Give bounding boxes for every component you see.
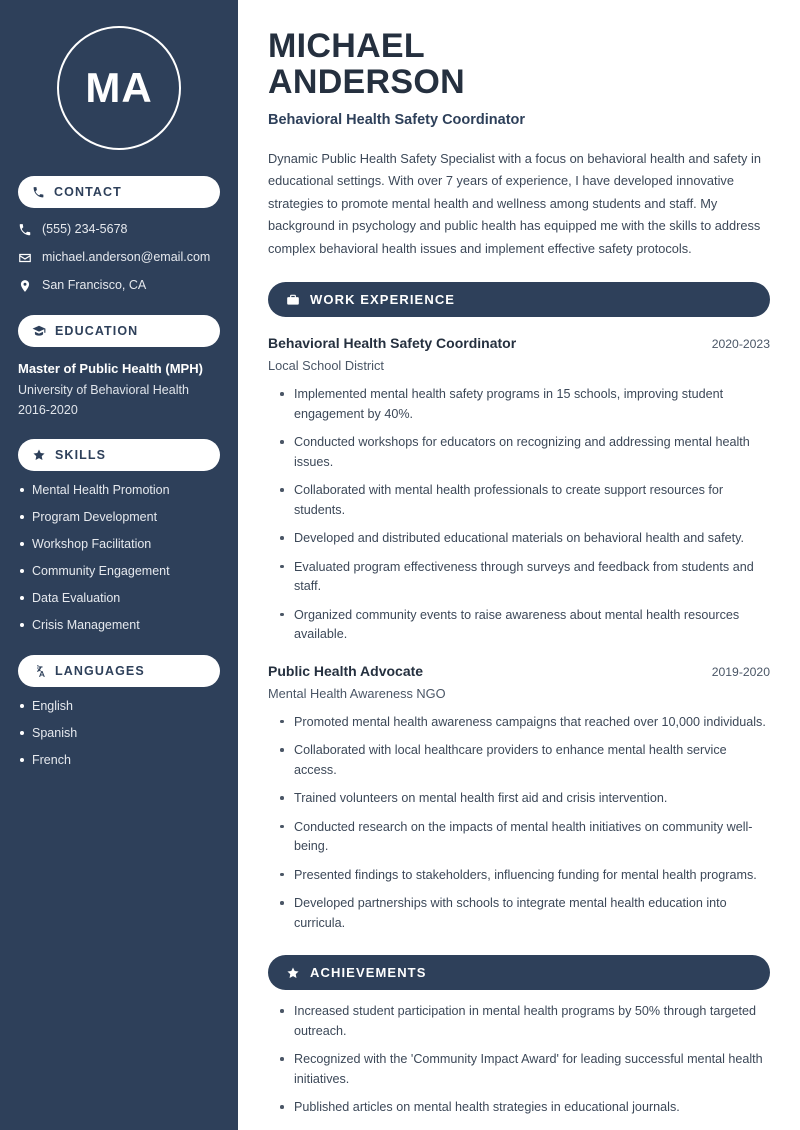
list-item: Community Engagement (18, 564, 220, 579)
translate-icon (32, 664, 46, 678)
section-label-work-experience: WORK EXPERIENCE (310, 292, 456, 308)
job-organization: Mental Health Awareness NGO (268, 685, 446, 701)
avatar-wrapper (0, 26, 238, 150)
list-item: Evaluated program effectiveness through surveys and feedback from students and staff. (280, 558, 770, 597)
list-item: Spanish (18, 726, 220, 741)
briefcase-icon (286, 293, 300, 307)
list-item: Developed and distributed educational materials on behavioral health and safety. (280, 529, 770, 549)
contact-location (18, 278, 220, 293)
phone-icon (18, 223, 38, 237)
section-header-work-experience (268, 282, 770, 317)
job-title-subheading: Behavioral Health Safety Coordinator (268, 112, 526, 129)
job-header (268, 335, 770, 351)
job-entry (268, 663, 770, 934)
section-header-achievements (268, 955, 770, 990)
job-bullet-list (268, 385, 770, 645)
list-item: French (18, 753, 220, 768)
graduation-cap-icon (32, 324, 46, 338)
professional-summary: Dynamic Public Health Safety Specialist with a focus on behavioral health and safety in educational settings. With over 7 years of experience, I have developed innovative strategies to promote mental health and wellness among students and staff. My background in psychology and public health has equipped me with the skills to address complex behavioral health issues and implement effective safety protocols. (268, 151, 761, 256)
contact-email (18, 250, 220, 265)
list-item: Trained volunteers on mental health first aid and crisis intervention. (280, 789, 770, 809)
education-school: University of Behavioral Health (18, 383, 189, 397)
list-item: Mental Health Promotion (18, 483, 220, 498)
location-pin-icon (18, 279, 38, 293)
list-item: Developed partnerships with schools to integrate mental health education into curricula. (280, 894, 770, 933)
page-title (268, 28, 770, 100)
list-item: Published articles on mental health strategies in educational journals. (280, 1098, 770, 1118)
skills-list (0, 483, 238, 633)
sidebar-section-skills-label: SKILLS (55, 448, 107, 462)
list-item: Workshop Facilitation (18, 537, 220, 552)
list-item: Recognized with the 'Community Impact Award' for leading successful mental health initiatives. (280, 1050, 770, 1089)
list-item: Organized community events to raise awareness about mental health resources available. (280, 606, 770, 645)
list-item: Promoted mental health awareness campaigns that reached over 10,000 individuals. (280, 713, 770, 733)
sidebar-section-education-label: EDUCATION (55, 324, 139, 338)
contact-email-value: michael.anderson@email.com (42, 250, 211, 264)
list-item: Conducted research on the impacts of mental health initiatives on community well-being. (280, 818, 770, 857)
job-header (268, 663, 770, 679)
section-label-achievements: ACHIEVEMENTS (310, 965, 427, 981)
education-years: 2016-2020 (18, 403, 78, 417)
languages-list (0, 699, 238, 768)
contact-phone-value: (555) 234-5678 (42, 222, 128, 236)
contact-list (0, 222, 238, 293)
list-item: Conducted workshops for educators on recognizing and addressing mental health issues. (280, 433, 770, 472)
sidebar-section-education-header (18, 315, 220, 347)
job-organization: Local School District (268, 358, 384, 374)
star-icon (286, 966, 300, 980)
last-name: ANDERSON (268, 63, 465, 102)
sidebar-section-languages-label: LANGUAGES (55, 664, 145, 678)
list-item: Presented findings to stakeholders, influencing funding for mental health programs. (280, 866, 770, 886)
education-degree: Master of Public Health (MPH) (18, 361, 203, 376)
list-item: Implemented mental health safety programs in 15 schools, improving student engagement by 40%. (280, 385, 770, 424)
email-icon (18, 251, 38, 265)
sidebar-section-contact-header (18, 176, 220, 208)
job-title: Behavioral Health Safety Coordinator (268, 335, 517, 352)
contact-phone (18, 222, 220, 237)
education-entry (0, 361, 238, 417)
contact-location-value: San Francisco, CA (42, 278, 147, 292)
list-item: Crisis Management (18, 618, 220, 633)
star-icon (32, 448, 46, 462)
list-item: Collaborated with local healthcare providers to enhance mental health service access. (280, 741, 770, 780)
job-bullet-list (268, 713, 770, 934)
achievements-list (268, 1002, 770, 1118)
sidebar-section-contact-label: CONTACT (54, 185, 122, 199)
first-name: MICHAEL (268, 27, 425, 65)
phone-icon (32, 186, 45, 199)
job-dates: 2020-2023 (711, 337, 770, 352)
sidebar-section-languages-header (18, 655, 220, 687)
sidebar-section-skills-header (18, 439, 220, 471)
avatar-initials: MA (57, 26, 181, 150)
list-item: Increased student participation in mental health programs by 50% through targeted outreach. (280, 1002, 770, 1041)
list-item: Collaborated with mental health professionals to create support resources for students. (280, 481, 770, 520)
job-dates: 2019-2020 (711, 664, 770, 679)
job-entry (268, 335, 770, 645)
sidebar (0, 0, 238, 1130)
list-item: Program Development (18, 510, 220, 525)
list-item: English (18, 699, 220, 714)
job-title: Public Health Advocate (268, 662, 424, 679)
list-item: Data Evaluation (18, 591, 220, 606)
main-content (238, 0, 800, 1130)
